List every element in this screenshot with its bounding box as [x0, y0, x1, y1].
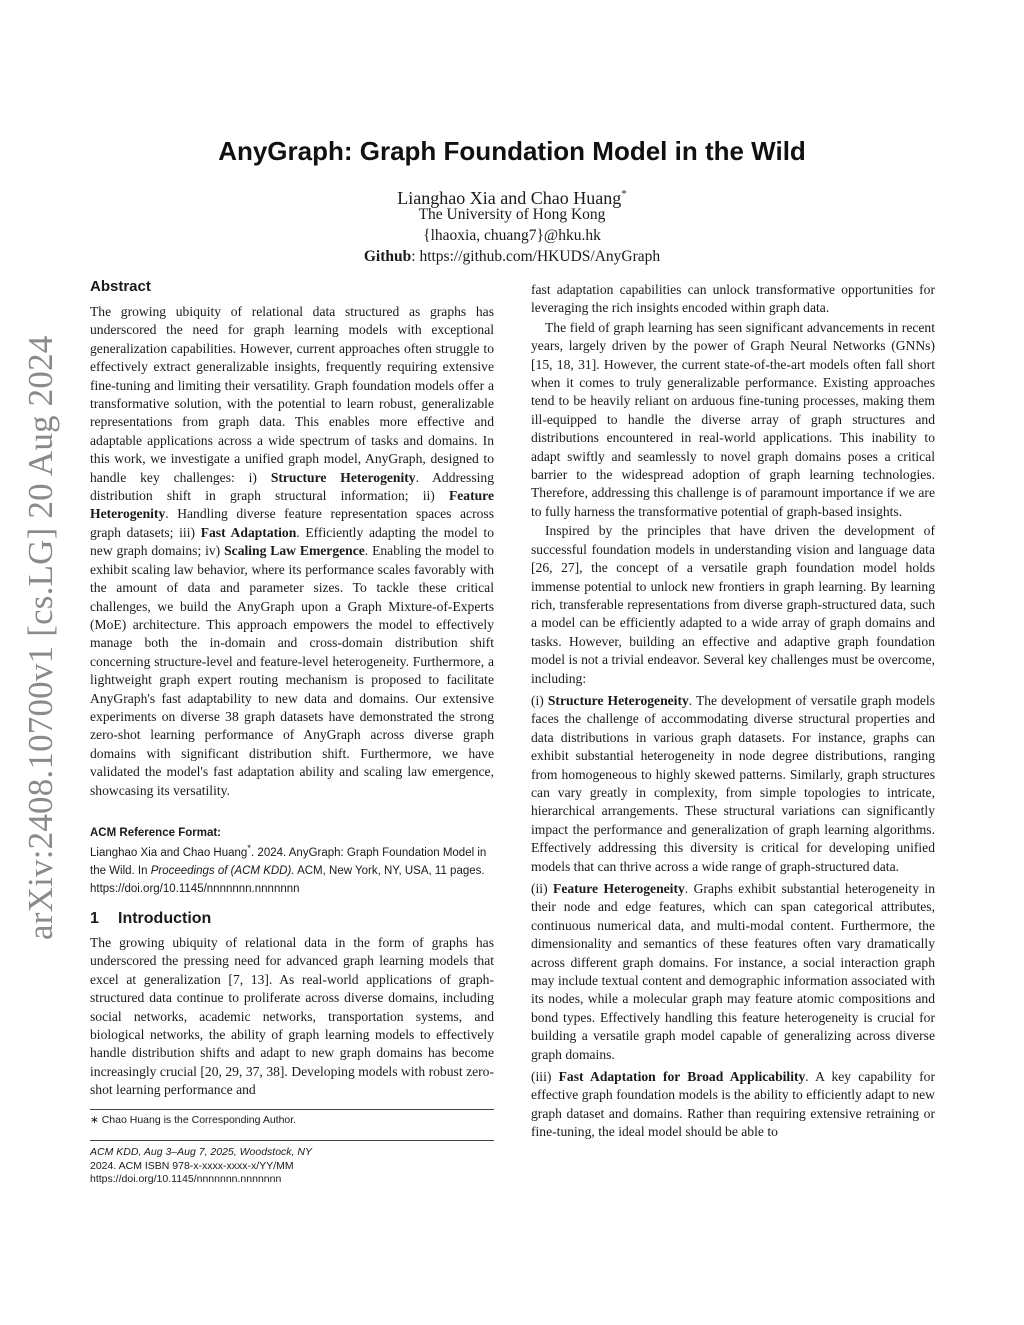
- abstract-text-1: The growing ubiquity of relational data structured as graphs has underscored the need for graph learning models with exceptional generalization capabilities. However, current approaches often struggle to effectively extract generalizable insights, frequently requiring extensive fine-tuning and limiting their versatility. Graph foundation models offer a transformative solution, with the potential to learn robust, generalizable representations from graph data. This enables more effective and adaptable applications across a wide spectrum of tasks and domains. In this work, we investigate a unified graph model, AnyGraph, designed to handle key challenges: i): [90, 304, 494, 485]
- arxiv-stamp: arXiv:2408.10700v1 [cs.LG] 20 Aug 2024: [21, 335, 60, 940]
- paper-title: AnyGraph: Graph Foundation Model in the Wild: [218, 136, 806, 166]
- conference-doi: https://doi.org/10.1145/nnnnnnn.nnnnnnn: [90, 1173, 282, 1185]
- intro-body: [90, 934, 494, 1100]
- challenge-feature: [531, 880, 935, 1064]
- challenge-i-text: . The development of versatile graph models faces the challenge of accommodating diverse structural properties and data distributions in various graph datasets. For instance, graphs can exhibit substantial heterogeneity in node degree distributions, ranging from homogeneous to highly skewed patterns. Similarly, graph structures can vary greatly in complexity, from simple topologies to intricate, hierarchical arrangements. These structural variations can significantly impact the performance and generalization of graph learning algorithms. Effectively addressing this diversity is critical for developing unified models that can thrive across a wide range of graph-structured data.: [531, 692, 935, 874]
- right-paragraph-2: Inspired by the principles that have driven the development of successful foundation models in understanding vision and language data [26, 27], the concept of a versatile graph foundation model holds immense potential to unlock new frontiers in graph learning. By learning rich, transferable representations from diverse graph-structured data, such a model can be efficiently adapted to a wide array of graph domains and tasks. However, building an effective and adaptive graph foundation model is not a trivial endeavor. Several key challenges must be overcome, including:: [531, 523, 935, 686]
- abstract-text-2: . Addressing distribution shift in graph structural information; ii): [90, 469, 495, 504]
- footnote-rule: [90, 1109, 494, 1110]
- acm-author-mark: *: [247, 843, 252, 854]
- right-paragraph-0: fast adaptation capabilities can unlock transformative opportunities for leveraging the rich insights encoded within graph data.: [531, 282, 935, 316]
- section-title: Introduction: [118, 910, 212, 927]
- acm-proceedings: Proceedings of (ACM KDD).: [150, 864, 295, 877]
- abstract-bold-adaptation: Fast Adaptation: [200, 524, 297, 540]
- abstract-bold-structure: Structure Heterogenity: [270, 469, 416, 485]
- acm-reference-text: [90, 840, 494, 898]
- github-label: Github: [363, 248, 412, 265]
- challenge-ii-marker: (ii): [531, 881, 554, 896]
- abstract-text-4: . Efficiently adapting the model to new graph domains; iv): [90, 524, 494, 559]
- challenge-i-title: Structure Heterogeneity: [547, 692, 689, 708]
- acm-doi: ACM, New York, NY, USA, 11 pages. https://doi.org/10.1145/nnnnnnn.nnnnnnn: [90, 864, 485, 895]
- intro-paragraph: The growing ubiquity of relational data in the form of graphs has underscored the pressing need for advanced graph learning models that excel at generalization [7, 13]. As real-world applications of graph-structured data continue to proliferate across diverse domains, including social networks, academic networks, transportation systems, and biological networks, the ability of graph learning models to effectively handle distribution shifts and adapt to new graph domains has become increasingly crucial [20, 29, 37, 38]. Developing models with robust zero-shot learning performance and: [90, 935, 494, 1098]
- abstract-text-5: . Enabling the model to exhibit scaling law behavior, where its performance scales favorably with the amount of data and parameter sizes. To tackle these critical challenges, we build the AnyGraph upon a Graph Mixture-of-Experts (MoE) architecture. This approach empowers the model to effectively manage both the in-domain and cross-domain distribution shift concerning structure-level and feature-level heterogeneity. Furthermore, a lightweight graph expert routing mechanism is proposed to facilitate AnyGraph's fast adaptability to new data and domains. Our extensive experiments on diverse 38 graph datasets have demonstrated the strong zero-shot learning performance of AnyGraph across diverse graph domains with significant distribution shift. Furthermore, we have validated the model's fast adaptation ability and scaling law emergence, showcasing its versatility.: [90, 543, 494, 798]
- author-footnote-mark: *: [621, 188, 627, 200]
- conference-info: [90, 1146, 494, 1187]
- intro-heading: [90, 908, 211, 930]
- github-link[interactable]: : https://github.com/HKUDS/AnyGraph: [411, 248, 661, 265]
- abstract-paragraph: [90, 303, 494, 800]
- challenge-ii-text: . Graphs exhibit substantial heterogeneity in their node and edge features, which can span categorical attributes, continuous numerical data, and multi-modal content. Furthermore, the dimensionality and semantics of these features often vary dramatically across different graph domains. For instance, a social interaction graph may include textual content and demographic information associated with its nodes, while a molecular graph may feature atomic compositions and bond types. Effectively handling this feature heterogeneity is crucial for building a versatile graph model capable of generalizing across diverse graph domains.: [531, 881, 935, 1062]
- challenge-iii-title: Fast Adaptation for Broad Applicability: [558, 1069, 806, 1085]
- challenge-ii-title: Feature Heterogeneity: [553, 881, 685, 896]
- abstract-text-3: . Handling diverse feature representation spaces across graph datasets; iii): [90, 506, 494, 540]
- right-paragraph-1: The field of graph learning has seen significant advancements in recent years, largely driven by the power of Graph Neural Networks (GNNs) [15, 18, 31]. However, the current state-of-the-art models often fall short when it comes to truly generalizable performance. Existing approaches tend to be heavily reliant on arduous fine-tuning processes, making them ill-equipped to handle the diverse array of graph structures and distributions encountered in real-world applications. This inability to adapt swiftly and seamlessly to novel graph domains poses a critical barrier to the widespread adoption of graph learning technologies. Therefore, addressing this challenge is of paramount importance if we are to fully harness the transformative potential of graph-based insights.: [531, 319, 935, 519]
- section-number: 1: [90, 910, 99, 927]
- footnote: ∗ Chao Huang is the Corresponding Author.: [90, 1114, 297, 1126]
- challenge-i-marker: (i): [531, 692, 548, 708]
- acm-authors: Lianghao Xia and Chao Huang: [90, 846, 248, 859]
- conference-venue: ACM KDD, Aug 3–Aug 7, 2025, Woodstock, NY: [90, 1146, 312, 1158]
- conference-rule: [90, 1140, 494, 1141]
- authors: Lianghao Xia and Chao Huang: [397, 188, 622, 208]
- challenge-structure: [531, 692, 935, 876]
- abstract-heading: Abstract: [90, 278, 151, 295]
- challenge-iii-marker: (iii): [531, 1069, 559, 1085]
- github-line: [90, 247, 934, 267]
- emails: {lhaoxia, chuang7}@hku.hk: [423, 227, 601, 244]
- acm-reference-heading: ACM Reference Format:: [90, 827, 221, 839]
- challenge-iii-text: . A key capability for effective graph foundation models is the ability to efficiently adapt to new graph dataset and domains. Rather than requiring extensive retraining or fine-tuning, the ideal model should be able to: [531, 1069, 935, 1140]
- abstract-bold-feature: Feature Heterogenity: [90, 488, 494, 522]
- abstract-body: [90, 303, 494, 800]
- conference-isbn: 2024. ACM ISBN 978-x-xxxx-xxxx-x/YY/MM: [90, 1159, 294, 1172]
- acm-citation: . 2024. AnyGraph: Graph Foundation Model in the Wild. In: [90, 846, 487, 877]
- abstract-bold-scaling: Scaling Law Emergence: [224, 543, 365, 559]
- affiliation: The University of Hong Kong: [418, 206, 606, 223]
- right-column: [531, 281, 935, 1142]
- challenge-adaptation: [531, 1068, 935, 1142]
